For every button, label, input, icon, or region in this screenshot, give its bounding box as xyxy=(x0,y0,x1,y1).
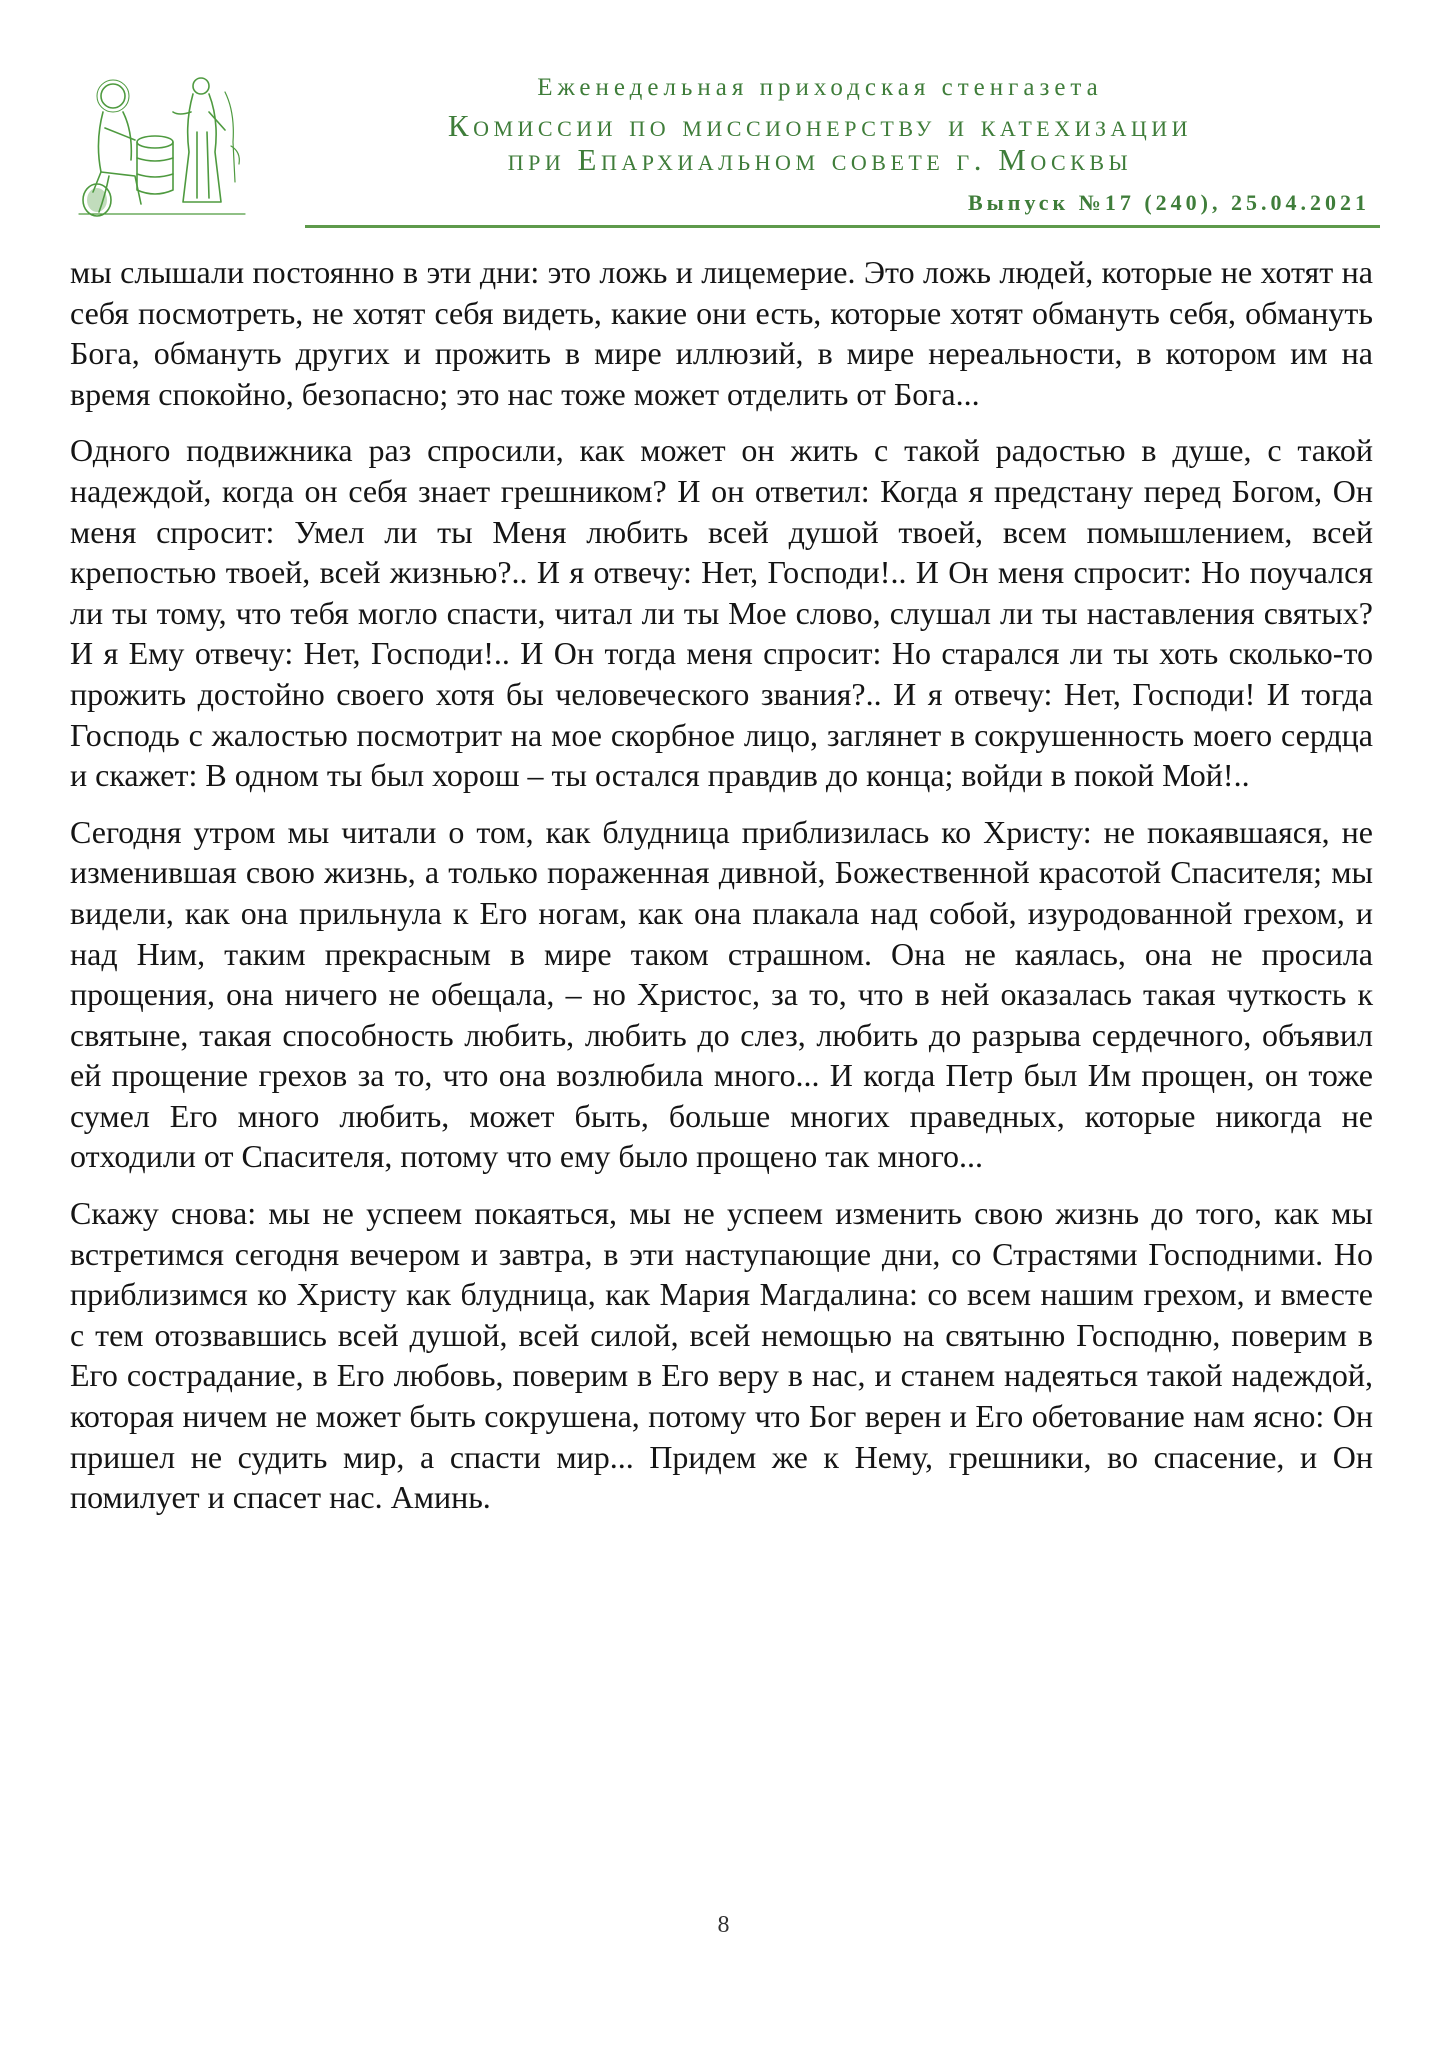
christ-and-samaritan-woman-logo xyxy=(75,72,250,222)
paragraph: Одного подвижника раз спросили, как может он жить с такой радостью в душе, с такой надеждой, когда он себя знает грешником? И он ответил: Когда я предстану перед Богом, Он меня спросит: Умел ли ты Меня любить всей душой твоей, всем помышлением, всей крепостью твоей, всей жизнью?.. И я отвечу: Нет, Господи!.. И Он меня спросит: Но поучался ли ты тому, что тебя могло спасти, читал ли ты Мое слово, слушал ли ты наставления святых? И я Ему отвечу: Нет, Господи!.. И Он тогда меня спросит: Но старался ли ты хоть сколько-то прожить достойно своего хотя бы человеческого звания?.. И я отвечу: Нет, Господи! И тогда Господь с жалостью посмотрит на мое скорбное лицо, заглянет в сокрушенность моего сердца и скажет: В одном ты был хорош – ты остался правдив до конца; войди в покой Мой!.. xyxy=(70,432,1373,794)
masthead-title-line2: при Епархиальном совете г. Москвы xyxy=(507,142,1133,177)
article-body xyxy=(70,252,1373,1534)
masthead-title-line1: Комиссии по миссионерству и катехизации xyxy=(447,108,1193,143)
header-divider xyxy=(305,225,1380,228)
paragraph: мы слышали постоянно в эти дни: это ложь и лицемерие. Это ложь людей, которые не хотят на себя посмотреть, не хотят себя видеть, какие они есть, которые хотят обмануть себя, обмануть Бога, обмануть других и прожить в мире иллюзий, в мире нереальности, в котором им на время спокойно, безопасно; это нас тоже может отделить от Бога... xyxy=(70,254,1373,412)
paragraph: Скажу снова: мы не успеем покаяться, мы не успеем изменить свою жизнь до того, как мы встретимся сегодня вечером и завтра, в эти наступающие дни, со Страстями Господними. Но приблизимся ко Христу как блудница, как Мария Магдалина: со всем нашим грехом, и вместе с тем отозвавшись всей душой, всей силой, всей немощью на святыню Господню, поверим в Его сострадание, в Его любовь, поверим в Его веру в нас, и станем надеяться такой надеждой, которая ничем не может быть сокрушена, потому что Бог верен и Его обетование нам ясно: Он пришел не судить мир, а спасти мир... Придем же к Нему, грешники, во спасение, и Он помилует и спасет нас. Аминь. xyxy=(70,1195,1373,1516)
masthead-subtitle: Еженедельная приходская стенгазета xyxy=(537,74,1103,101)
paragraph: Сегодня утром мы читали о том, как блудница приблизилась ко Христу: не покаявшаяся, не изменившая свою жизнь, а только пораженная дивной, Божественной красотой Спасителя; мы видели, как она прильнула к Его ногам, как она плакала над собой, изуродованной грехом, и над Ним, таким прекрасным в мире таком страшном. Она не каялась, она не просила прощения, она ничего не обещала, – но Христос, за то, что в ней оказалась такая чуткость к святыне, такая способность любить, любить до слез, любить до разрыва сердечного, объявил ей прощение грехов за то, что она возлюбила много... И когда Петр был Им прощен, он тоже сумел Его много любить, может быть, больше многих праведных, которые никогда не отходили от Спасителя, потому что ему было прощено так много... xyxy=(70,813,1373,1175)
page-number: 8 xyxy=(717,1912,730,1938)
issue-info: Выпуск №17 (240), 25.04.2021 xyxy=(967,190,1370,215)
masthead xyxy=(75,62,1380,230)
